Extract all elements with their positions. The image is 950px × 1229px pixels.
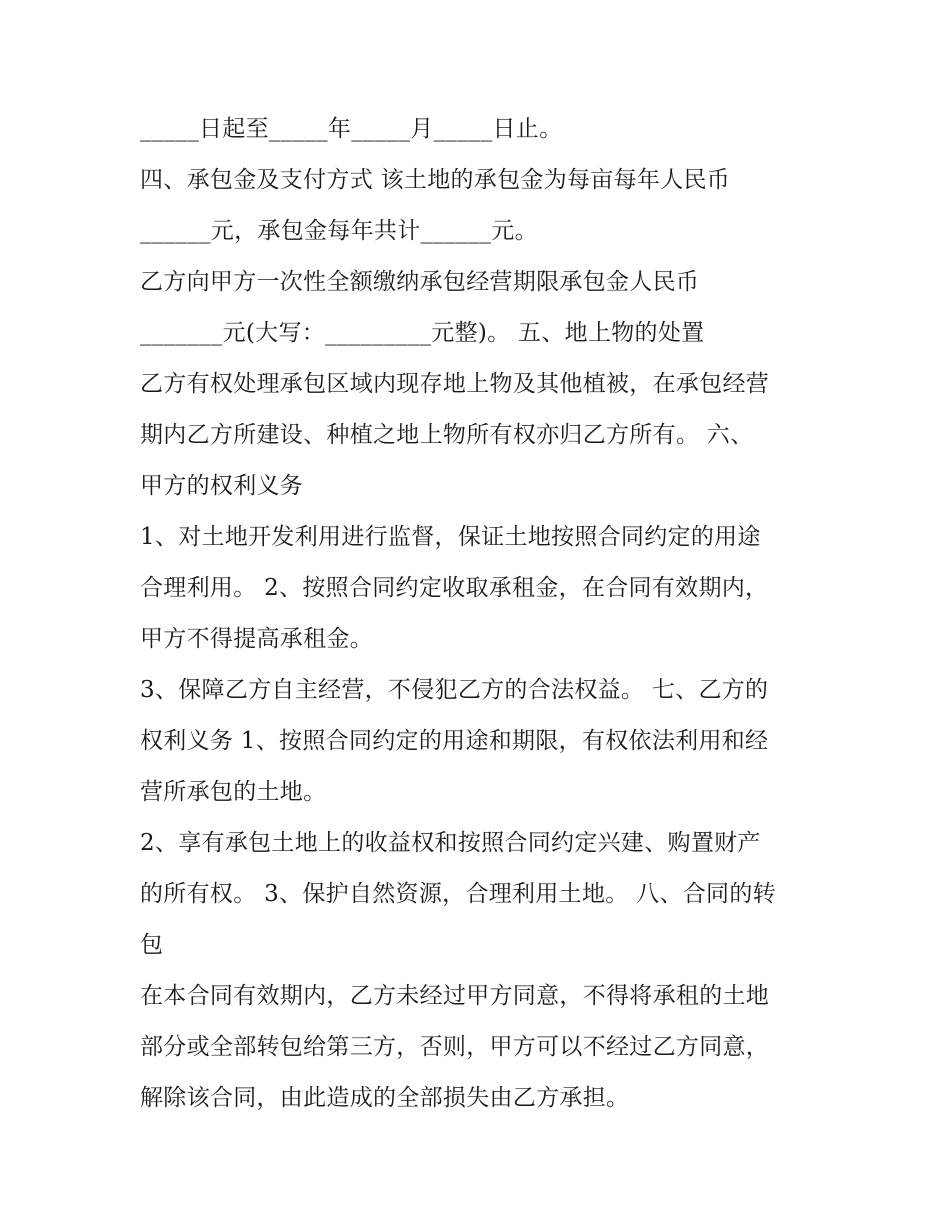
text-line: 的所有权。 3、保护自然资源，合理利用土地。 八、合同的转	[140, 881, 776, 907]
text-line: ______元，承包金每年共计______元。	[140, 218, 538, 244]
text-line: _____日起至_____年_____月_____日止。	[140, 116, 563, 142]
text-line: 营所承包的土地。	[140, 779, 327, 805]
text-line: 甲方的权利义务	[140, 473, 304, 499]
text-line: 1、对土地开发利用进行监督，保证土地按照合同约定的用途	[140, 524, 761, 550]
document-body	[140, 104, 830, 1124]
text-line: 四、承包金及支付方式 该土地的承包金为每亩每年人民币	[140, 167, 731, 193]
text-line: 期内乙方所建设、种植之地上物所有权亦归乙方所有。 六、	[140, 422, 754, 448]
text-line: _______元(大写：_________元整)。 五、地上物的处置	[140, 320, 705, 346]
text-line: 部分或全部转包给第三方，否则，甲方可以不经过乙方同意，	[140, 1034, 770, 1060]
text-line: 3、保障乙方自主经营，不侵犯乙方的合法权益。 七、乙方的	[140, 677, 769, 703]
text-line: 在本合同有效期内，乙方未经过甲方同意，不得将承租的土地	[140, 983, 770, 1009]
text-line: 合理利用。 2、按照合同约定收取承租金，在合同有效期内，	[140, 575, 769, 601]
text-line: 甲方不得提高承租金。	[140, 626, 373, 652]
text-line: 2、享有承包土地上的收益权和按照合同约定兴建、购置财产	[140, 830, 761, 856]
text-line: 解除该合同，由此造成的全部损失由乙方承担。	[140, 1085, 630, 1111]
text-line: 包	[140, 932, 164, 958]
text-line: 乙方向甲方一次性全额缴纳承包经营期限承包金人民币	[140, 269, 700, 295]
text-line: 乙方有权处理承包区域内现存地上物及其他植被，在承包经营	[140, 371, 770, 397]
text-line: 权利义务 1、按照合同约定的用途和期限，有权依法利用和经	[140, 728, 769, 754]
